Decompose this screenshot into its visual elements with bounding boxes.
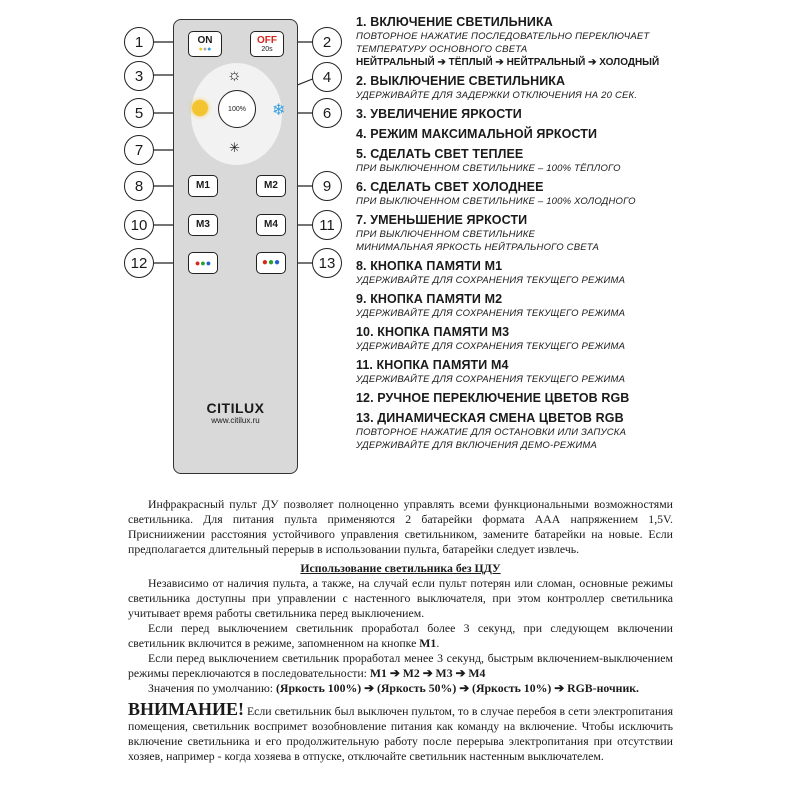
m1-label: M1 [196,180,210,191]
instruction-note: ПРИ ВЫКЛЮЧЕННОМ СВЕТИЛЬНИКЕ – 100% ТЁПЛОГО [356,163,621,174]
paragraph-text: Значения по умолчанию: [148,681,276,695]
intro-paragraph: Инфракрасный пульт ДУ позволяет полноценно управлять всеми функциональными возможностями светильника. Для питания пульта применяются 2 батарейки формата ААА напряжением 1,5V. Присниижении расстояния устойчивого управления светильником, замените батарейки на новые. Если предполагается длительный перерыв в использовании пульта, батарейки следует извлечь. [128,497,673,556]
m4-button[interactable] [256,214,286,236]
off-label: OFF [257,34,277,46]
memory-m1: М1 [419,636,437,650]
instruction-note: ТЕМПЕРАТУРУ ОСНОВНОГО СВЕТА [356,44,528,55]
instruction-5 [356,147,796,175]
instruction-note: УДЕРЖИВАЙТЕ ДЛЯ СОХРАНЕНИЯ ТЕКУЩЕГО РЕЖИМА [356,275,626,286]
instruction-note: МИНИМАЛЬНАЯ ЯРКОСТЬ НЕЙТРАЛЬНОГО СВЕТА [356,242,599,253]
m1-button[interactable] [188,175,218,197]
m3-label: M3 [196,219,210,230]
callout-6: 6 [312,98,342,128]
instruction-11 [356,358,796,386]
callout-5: 5 [124,98,154,128]
color-dots-icon: ●●● [198,45,212,53]
callout-2: 2 [312,27,342,57]
rgb-cycle-icon: ●●● [261,257,281,268]
paragraph-defaults [128,681,673,696]
paragraph-end: . [436,636,440,650]
instruction-title: 13. ДИНАМИЧЕСКАЯ СМЕНА ЦВЕТОВ RGB [356,411,624,425]
instruction-title: 4. РЕЖИМ МАКСИМАЛЬНОЙ ЯРКОСТИ [356,127,598,141]
instruction-title: 9. КНОПКА ПАМЯТИ М2 [356,292,503,306]
instruction-title: 1. ВКЛЮЧЕНИЕ СВЕТИЛЬНИКА [356,15,553,29]
brand-website: www.citilux.ru [211,416,260,425]
section-heading: Использование светильника без ЦДУ [300,561,501,575]
instruction-sequence: НЕЙТРАЛЬНЫЙ ➔ ТЁПЛЫЙ ➔ НЕЙТРАЛЬНЫЙ ➔ ХОЛОДНЫЙ [356,57,660,68]
instruction-8 [356,259,796,287]
instruction-note: ПРИ ВЫКЛЮЧЕННОМ СВЕТИЛЬНИКЕ – 100% ХОЛОДНОГО [356,196,636,207]
instruction-13 [356,411,796,452]
on-button[interactable] [188,31,222,57]
callout-1: 1 [124,27,154,57]
instruction-list [356,15,796,457]
m2-button[interactable] [256,175,286,197]
callout-7: 7 [124,135,154,165]
instruction-title: 10. КНОПКА ПАМЯТИ М3 [356,325,510,339]
paragraph-no-remote: Независимо от наличия пульта, а также, на случай если пульт потерян или сломан, основные режимы светильника доступны при управлении с настенного выключателя, при этом контроллер светильника учитывает время работы светильника перед выключением. [128,576,673,620]
instruction-2 [356,74,796,102]
instruction-note: ПОВТОРНОЕ НАЖАТИЕ ПОСЛЕДОВАТЕЛЬНО ПЕРЕКЛЮЧАЕТ [356,31,650,42]
instruction-note: ПОВТОРНОЕ НАЖАТИЕ ДЛЯ ОСТАНОВКИ ИЛИ ЗАПУСКА [356,427,627,438]
instruction-title: 12. РУЧНОЕ ПЕРЕКЛЮЧЕНИЕ ЦВЕТОВ RGB [356,391,630,405]
max-brightness-button[interactable] [218,90,256,128]
paragraph-more-3s [128,621,673,651]
callout-3: 3 [124,61,154,91]
paragraph-text: Если перед выключением светильник проработал более 3 секунд, при следующем включении светильник включится в режиме, запомненном на кнопке [128,621,673,650]
m2-label: M2 [264,180,278,191]
m3-button[interactable] [188,214,218,236]
callout-11: 11 [312,210,342,240]
instruction-title: 11. КНОПКА ПАМЯТИ М4 [356,358,509,372]
instruction-12 [356,391,796,406]
instruction-title: 8. КНОПКА ПАМЯТИ М1 [356,259,503,273]
off-button[interactable] [250,31,284,57]
paragraph-text: Если перед выключением светильник проработал менее 3 секунд, быстрым включением-выключением режимы переключаются в последовательности: [128,651,673,680]
instruction-title: 3. УВЕЛИЧЕНИЕ ЯРКОСТИ [356,107,522,121]
remote-control [173,19,298,474]
instruction-10 [356,325,796,353]
callout-12: 12 [124,248,154,278]
instruction-title: 6. СДЕЛАТЬ СВЕТ ХОЛОДНЕЕ [356,180,544,194]
instruction-title: 2. ВЫКЛЮЧЕНИЕ СВЕТИЛЬНИКА [356,74,566,88]
cold-light-icon[interactable]: ❄ [272,102,286,119]
instruction-3 [356,107,796,122]
body-text [128,497,673,764]
brightness-up-icon[interactable]: ☼ [227,67,242,84]
instruction-6 [356,180,796,208]
rgb-manual-button[interactable] [188,252,218,274]
brightness-down-icon[interactable]: ✳ [229,140,240,155]
rgb-dynamic-button[interactable] [256,252,286,274]
callout-10: 10 [124,210,154,240]
instruction-7 [356,213,796,254]
instruction-1 [356,15,796,69]
instruction-title: 7. УМЕНЬШЕНИЕ ЯРКОСТИ [356,213,528,227]
instruction-title: 5. СДЕЛАТЬ СВЕТ ТЕПЛЕЕ [356,147,524,161]
default-values: (Яркость 100%) ➔ (Яркость 50%) ➔ (Яркость 10%) ➔ RGB-ночник. [276,681,639,695]
callout-4: 4 [312,62,342,92]
warm-light-icon[interactable] [192,100,208,116]
instruction-9 [356,292,796,320]
on-label: ON [197,34,213,46]
instruction-note: УДЕРЖИВАЙТЕ ДЛЯ СОХРАНЕНИЯ ТЕКУЩЕГО РЕЖИМА [356,341,626,352]
instruction-note: УДЕРЖИВАЙТЕ ДЛЯ СОХРАНЕНИЯ ТЕКУЩЕГО РЕЖИМА [356,308,626,319]
memory-sequence: М1 ➔ М2 ➔ М3 ➔ М4 [369,666,486,680]
warning-title: ВНИМАНИЕ! [128,699,244,719]
warning-text: Если светильник был выключен пультом, то в случае перебоя в сети электропитания помещения, светильник воспримет возобновление питания как команду на включение. Чтобы исключить включение светильника и его продолжительную работу после перерыва электропитания при отсутствии хозяев, например - когда хозяева в отпуске, отключайте светильник настенным выключателем. [128,704,673,763]
instruction-note: УДЕРЖИВАЙТЕ ДЛЯ ЗАДЕРЖКИ ОТКЛЮЧЕНИЯ НА 20 СЕК. [356,90,638,101]
rgb-dots-icon: ●●● [194,257,212,268]
callout-8: 8 [124,171,154,201]
center-label: 100% [228,105,246,113]
callout-9: 9 [312,171,342,201]
warning-paragraph [128,699,673,764]
instruction-note: УДЕРЖИВАЙТЕ ДЛЯ СОХРАНЕНИЯ ТЕКУЩЕГО РЕЖИМА [356,374,626,385]
m4-label: M4 [264,219,278,230]
off-timer-label: 20s [261,45,273,53]
instruction-4 [356,127,796,142]
callout-13: 13 [312,248,342,278]
brand-logo: CITILUX [206,400,265,416]
instruction-note: УДЕРЖИВАЙТЕ ДЛЯ ВКЛЮЧЕНИЯ ДЕМО-РЕЖИМА [356,440,598,451]
paragraph-less-3s [128,651,673,681]
instruction-note: ПРИ ВЫКЛЮЧЕННОМ СВЕТИЛЬНИКЕ [356,229,536,240]
